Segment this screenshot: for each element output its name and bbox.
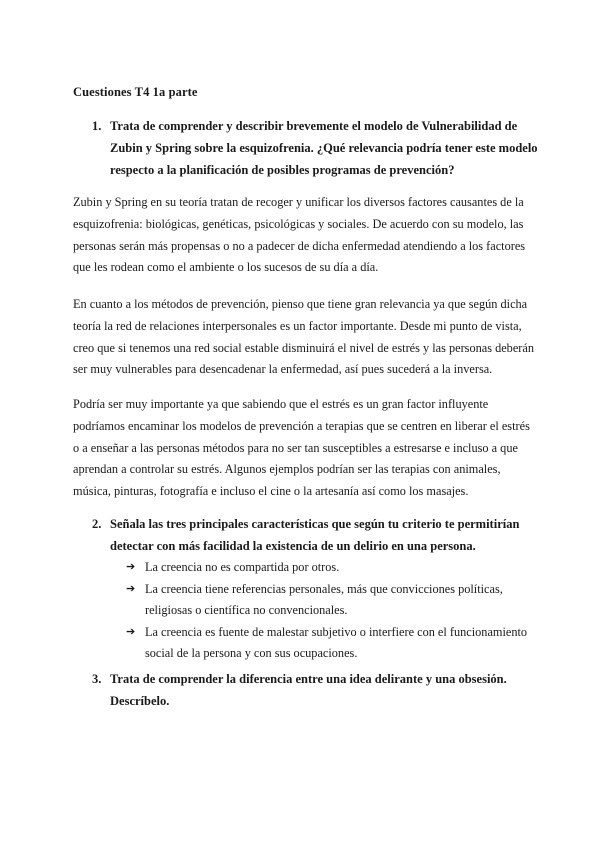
list-item-text: La creencia no es compartida por otros. — [145, 560, 340, 574]
paragraph-line: o a enseñar a las personas métodos para no ser tan susceptibles a estresarse e incluso a que — [73, 440, 518, 455]
answer-paragraph-1 — [73, 192, 533, 279]
paragraph-line: aprendan a controlar su estrés. Algunos ejemplos podrían ser las terapias con animales, — [73, 462, 501, 477]
question-1-line: Trata de comprender y describir brevemente el modelo de Vulnerabilidad de — [110, 119, 518, 133]
question-3-line: Trata de comprender la diferencia entre una idea delirante y una obsesión. — [110, 672, 507, 686]
question-3-line: Descríbelo. — [110, 694, 170, 708]
arrow-bullet-icon: ➔ — [126, 625, 136, 638]
question-2-number: 2. — [92, 517, 102, 531]
paragraph-line: Podría ser muy importante ya que sabiendo que el estrés es un gran factor influyente — [73, 397, 489, 411]
question-2 — [92, 513, 522, 557]
question-1-line: Zubin y Spring sobre la esquizofrenia. ¿Qué relevancia podría tener este modelo — [110, 141, 538, 155]
paragraph-line: teoría la red de relaciones interpersonales es un factor importante. Desde mi punto de vista, — [73, 318, 522, 333]
list-item-text: La creencia es fuente de malestar subjetivo o interfiere con el funcionamiento — [145, 624, 528, 639]
question-1-line: respecto a la planificación de posibles programas de prevención? — [110, 163, 455, 177]
question-2-line: detectar con más facilidad la existencia de un delirio en una persona. — [110, 539, 476, 553]
question-3 — [92, 668, 522, 712]
document-title: Cuestiones T4 1a parte — [73, 85, 198, 99]
list-item — [126, 622, 526, 665]
paragraph-line: ser muy vulnerables para desencadenar la enfermedad, así pues sucederá a la inversa. — [73, 362, 493, 377]
answer-paragraph-2 — [73, 294, 533, 381]
paragraph-line: creo que si tenemos una red social estable disminuirá el nivel de estrés y las personas deberán — [73, 340, 534, 355]
list-item — [126, 579, 526, 622]
paragraph-line: que les rodean como el ambiente o los sucesos de su día a día. — [73, 260, 379, 275]
arrow-bullet-icon: ➔ — [126, 561, 136, 573]
paragraph-line: podríamos encaminar los modelos de prevención a terapias que se centren en liberar el estrés — [73, 418, 530, 433]
arrow-bullet-icon: ➔ — [126, 582, 136, 595]
paragraph-line: En cuanto a los métodos de prevención, pienso que tiene gran relevancia ya que según dicha — [73, 297, 528, 311]
question-1 — [92, 115, 538, 181]
list-item-text: La creencia tiene referencias personales, más que convicciones políticas, — [145, 581, 503, 596]
question-3-number: 3. — [92, 672, 102, 686]
bullet-list — [126, 557, 526, 665]
question-1-number: 1. — [92, 119, 102, 133]
list-item-text: religiosas o científica no convencionales. — [145, 603, 348, 617]
paragraph-line: personas serán más propensas o no a padecer de dicha enfermedad atendiendo a los factores — [73, 238, 526, 253]
list-item-text: social de la persona y con sus ocupaciones. — [145, 646, 358, 660]
paragraph-line: Zubin y Spring en su teoría tratan de recoger y unificar los diversos factores causantes de la — [73, 195, 524, 209]
question-2-line: Señala las tres principales características que según tu criterio te permitirían — [110, 517, 520, 531]
paragraph-line: música, pinturas, fotografía e incluso el cine o la artesanía así como los masajes. — [73, 484, 469, 499]
list-item — [126, 557, 526, 579]
answer-paragraph-3 — [73, 394, 533, 503]
paragraph-line: esquizofrenia: biológicas, genéticas, psicológicas y sociales. De acuerdo con su modelo, las — [73, 216, 524, 231]
